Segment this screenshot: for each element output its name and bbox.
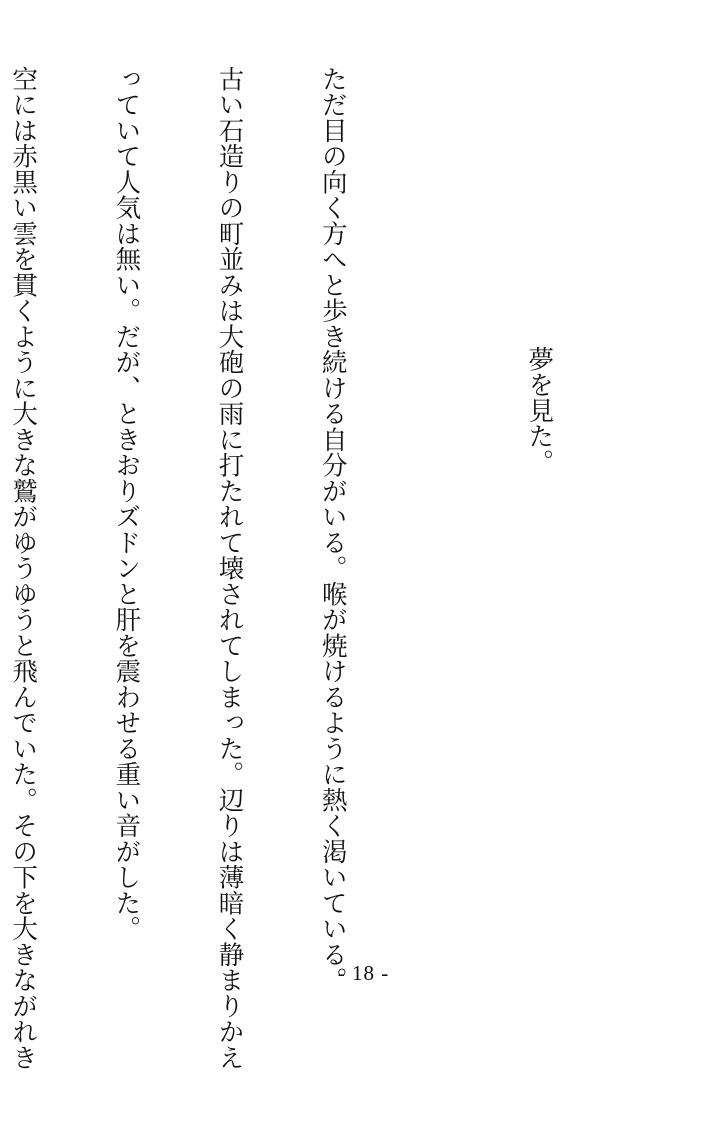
blank-line [419,66,453,956]
body-line-4: 空には赤黒い雲を貫くように大きな鷲がゆうゆうと飛んでいた。その下を大きながれき [8,66,39,1071]
body-line-3: っていて人気は無い。だが、ときおりズドンと肝を震わせる重い音がした。 [111,66,142,942]
body-line-2: 古い石造りの町並みは大砲の雨に打たれて壊されてしまった。辺りは薄暗く静まりかえ [214,66,245,1071]
body-line-1: ただ目の向く方へと歩き続ける自分がいる。喉が焼けるように熱く渇いている。 [317,66,348,993]
page-number: - 18 - [337,961,390,985]
chapter-title: 夢を見た。 [524,346,555,475]
